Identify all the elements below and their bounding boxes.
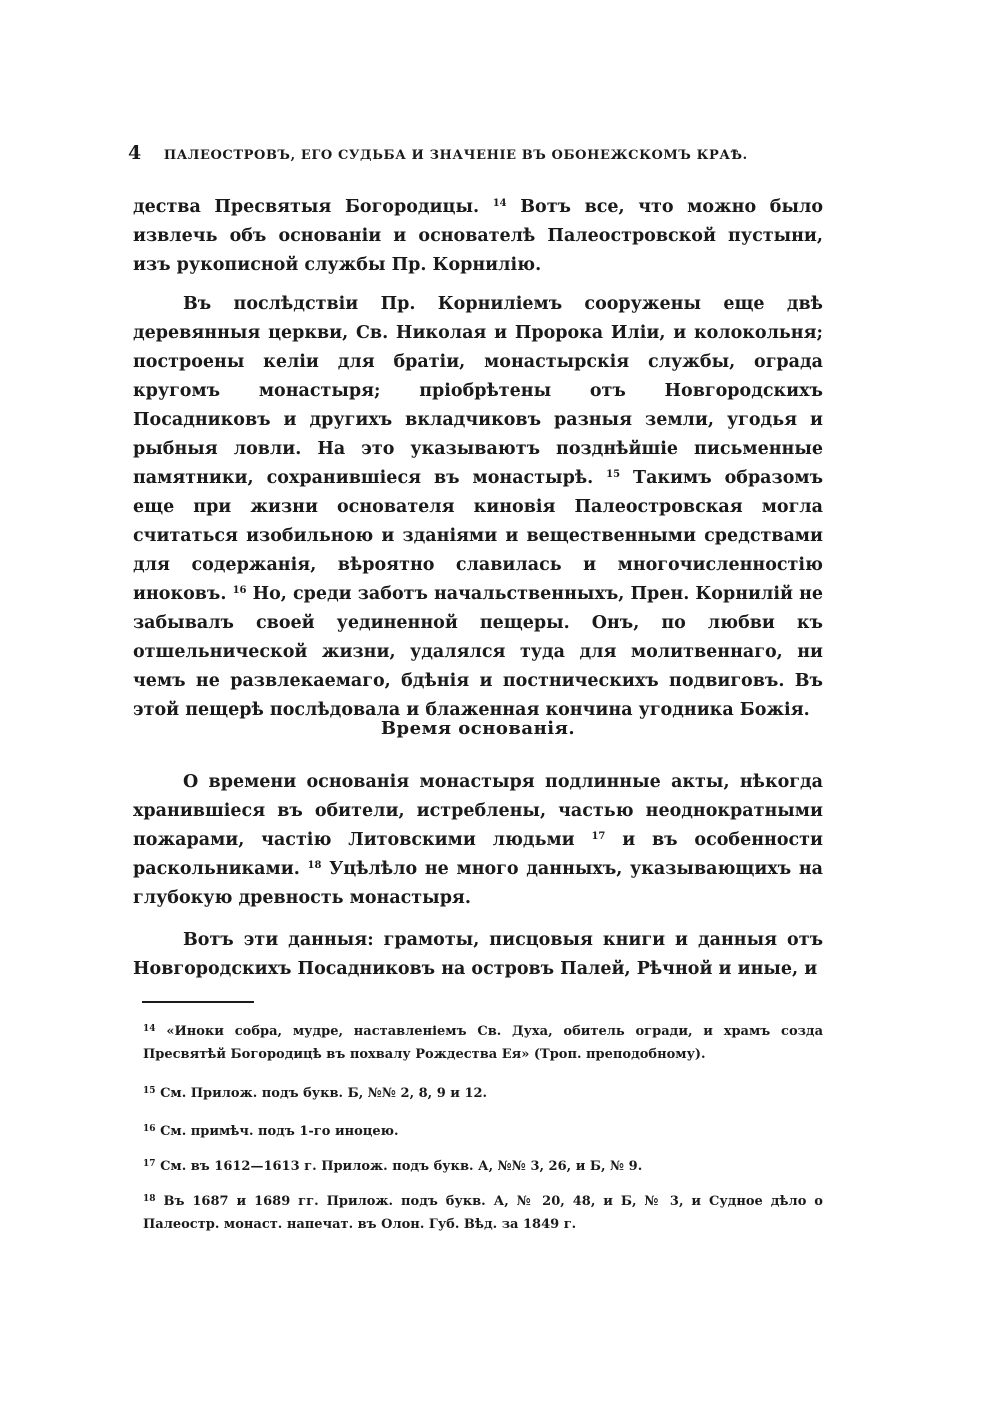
footnote-text: См. примѣч. подъ 1-го иноцею.	[160, 1124, 399, 1139]
footnote-17	[143, 1155, 823, 1178]
p4-text: Вотъ эти данныя: грамоты, писцовыя книги и данныя отъ Новгородскихъ Посадниковъ на островъ Палей, Рѣчной и иные, и	[133, 930, 823, 979]
footnote-mark: 17	[143, 1159, 156, 1169]
footnote-ref-16: 16	[232, 585, 247, 596]
page-number: 4	[128, 142, 142, 164]
footnote-14	[143, 1020, 823, 1066]
p1-text-a: дества Пресвятыя Богородицы.	[133, 197, 480, 217]
footnote-ref-15: 15	[606, 469, 621, 480]
p1-text-b: Вотъ все, что можно было извлечь объ основаніи и основателѣ Палеостровской пустыни, изъ рукописной службы Пр. Корнилію.	[133, 197, 823, 275]
footnote-ref-14: 14	[492, 198, 507, 209]
footnote-15	[143, 1082, 823, 1105]
running-header	[128, 142, 828, 164]
paragraph-founding-time	[133, 768, 823, 913]
p2-sentence-3: Но, среди заботъ начальственныхъ, Прен. Корнилій не забывалъ своей уединенной пещеры. Онъ, по любви къ отшельнической жизни, удалялся туда для молитвеннаго, ни чемъ не развлекаемаго, бдѣнія и постническихъ подвиговъ. Въ этой пещерѣ послѣдовала и блаженная кончина угодника Божія.	[133, 584, 824, 720]
footnote-mark: 14	[143, 1024, 156, 1034]
footnote-ref-17: 17	[591, 831, 606, 842]
paragraph-continuation	[133, 193, 823, 280]
running-title: ПАЛЕОСТРОВЪ, ЕГО СУДЬБА И ЗНАЧЕНІЕ ВЪ ОБОНЕЖСКОМЪ КРАѢ.	[163, 148, 748, 163]
footnote-mark: 18	[143, 1194, 156, 1204]
p2-sentence-2: Такимъ образомъ еще при жизни основателя киновія Палеостровская могла считаться изобильною и зданіями и вещественными средствами для содержанія, вѣроятно славилась и многочисленностію иноковъ.	[133, 468, 823, 604]
footnote-text: Въ 1687 и 1689 гг. Прилож. подъ букв. А, № 20, 48, и Б, № 3, и Судное дѣло о Палеостр. монаст. напечат. въ Олон. Губ. Вѣд. за 1849 г.	[143, 1194, 823, 1232]
p3-sentence-1: О времени основанія монастыря подлинные акты, нѣкогда хранившіеся въ обители, истреблены, частью неоднократными пожарами, частію Литовскими людьми	[133, 772, 823, 850]
footnote-divider	[142, 1001, 254, 1003]
footnote-text: «Иноки собра, мудре, наставленіемъ Св. Духа, обитель огради, и храмъ созда Пресвятѣй Богородицѣ въ похвалу Рождества Ея» (Троп. преподобному).	[143, 1024, 824, 1062]
footnote-mark: 16	[143, 1124, 156, 1134]
footnote-text: См. Прилож. подъ букв. Б, №№ 2, 8, 9 и 12.	[160, 1086, 488, 1101]
section-heading: Время основанія.	[380, 718, 576, 739]
footnote-text: См. въ 1612—1613 г. Прилож. подъ букв. А, №№ 3, 26, и Б, № 9.	[160, 1159, 643, 1174]
paragraph-documents	[133, 926, 823, 984]
p2-sentence-1: Въ послѣдствіи Пр. Корниліемъ сооружены еще двѣ деревянныя церкви, Св. Николая и Пророка Иліи, и колокольня; построены келіи для братіи, монастырскія службы, ограда кругомъ монастыря; пріобрѣтены отъ Новгородскихъ Посадниковъ и другихъ вкладчиковъ разныя земли, угодья и рыбныя ловли. На это указываютъ позднѣйшіе письменные памятники, сохранившіеся въ монастырѣ.	[133, 294, 823, 488]
p3-sentence-3: Уцѣлѣло не много данныхъ, указывающихъ на глубокую древность монастыря.	[133, 859, 823, 908]
footnote-ref-18: 18	[307, 860, 322, 871]
paragraph-churches	[133, 290, 823, 725]
footnote-16	[143, 1120, 823, 1143]
p3-sentence-2: и въ особенности раскольниками.	[133, 830, 824, 879]
footnote-18	[143, 1190, 823, 1236]
footnote-mark: 15	[143, 1086, 156, 1096]
